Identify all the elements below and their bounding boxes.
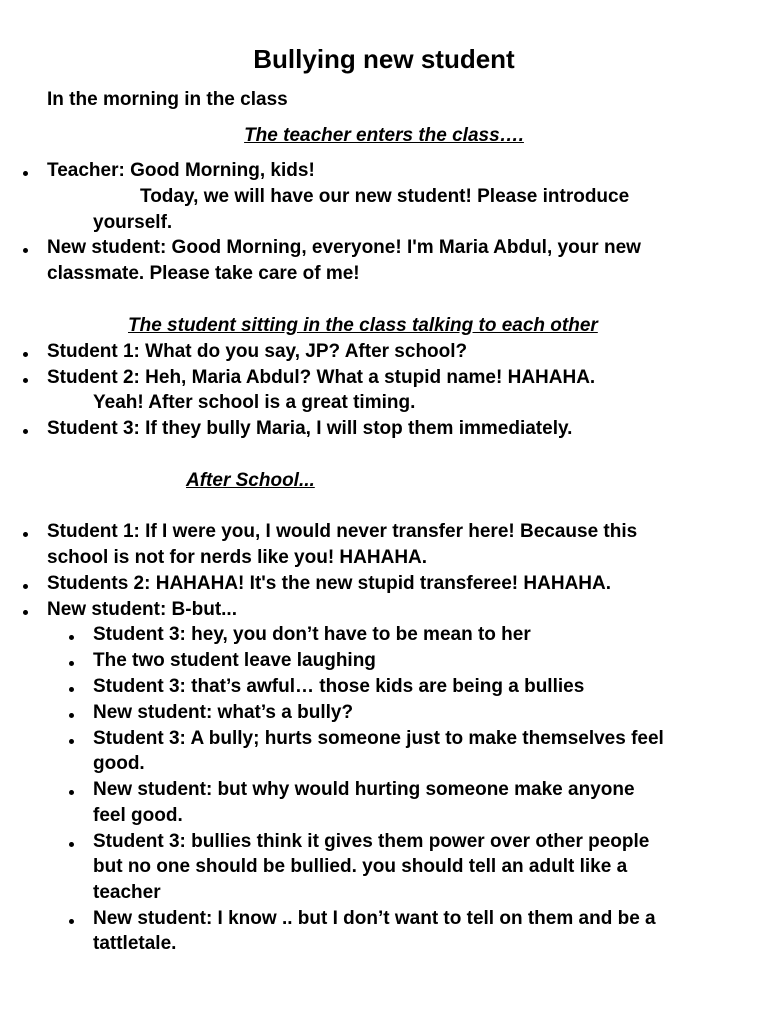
dialogue-line: Student 1: What do you say, JP? After school? [47,341,468,362]
sub-bullet-icon [69,919,74,924]
bullet-icon [23,610,28,615]
sub-dialogue-line: New student: but why would hurting someone make anyone [93,779,635,800]
scene-heading-teacher-enters: The teacher enters the class…. [244,125,524,146]
bullet-icon [23,171,28,176]
sub-bullet-icon [69,635,74,640]
sub-dialogue-line: good. [93,753,145,774]
document-title: Bullying new student [253,44,515,74]
dialogue-line: Students 2: HAHAHA! It's the new stupid transferee! HAHAHA. [47,573,612,594]
sub-dialogue-line: Student 3: A bully; hurts someone just to make themselves feel [93,728,664,749]
scene-heading-after-school: After School... [186,470,315,491]
bullet-icon [23,584,28,589]
dialogue-line: Teacher: Good Morning, kids! [47,160,315,181]
dialogue-line: Student 3: If they bully Maria, I will stop them immediately. [47,418,573,439]
dialogue-line: Yeah! After school is a great timing. [93,392,416,413]
sub-bullet-icon [69,713,74,718]
dialogue-line: yourself. [93,212,173,233]
dialogue-line: Student 2: Heh, Maria Abdul? What a stupid name! HAHAHA. [47,367,596,388]
intro-text: In the morning in the class [47,89,288,110]
sub-dialogue-line: Student 3: that’s awful… those kids are being a bullies [93,676,585,697]
scene-heading-students-talking: The student sitting in the class talking to each other [128,315,598,336]
bullet-icon [23,429,28,434]
dialogue-line: Today, we will have our new student! Please introduce [140,186,630,207]
dialogue-line: New student: B-but... [47,599,237,620]
sub-bullet-icon [69,687,74,692]
sub-dialogue-line: The two student leave laughing [93,650,376,671]
bullet-icon [23,248,28,253]
bullet-icon [23,352,28,357]
sub-dialogue-line: New student: what’s a bully? [93,702,354,723]
sub-dialogue-line: Student 3: bullies think it gives them power over other people [93,831,650,852]
sub-dialogue-line: tattletale. [93,933,177,954]
dialogue-line: Student 1: If I were you, I would never transfer here! Because this [47,521,638,542]
sub-dialogue-line: Student 3: hey, you don’t have to be mean to her [93,624,531,645]
bullet-icon [23,378,28,383]
sub-dialogue-line: New student: I know .. but I don’t want to tell on them and be a [93,908,656,929]
sub-dialogue-line: but no one should be bullied. you should tell an adult like a [93,856,628,877]
dialogue-line: school is not for nerds like you! HAHAHA. [47,547,428,568]
sub-bullet-icon [69,790,74,795]
sub-bullet-icon [69,842,74,847]
bullet-icon [23,532,28,537]
dialogue-line: classmate. Please take care of me! [47,263,360,284]
sub-dialogue-line: feel good. [93,805,183,826]
sub-dialogue-line: teacher [93,882,161,903]
sub-bullet-icon [69,661,74,666]
dialogue-line: New student: Good Morning, everyone! I'm Maria Abdul, your new [47,237,641,258]
sub-bullet-icon [69,739,74,744]
